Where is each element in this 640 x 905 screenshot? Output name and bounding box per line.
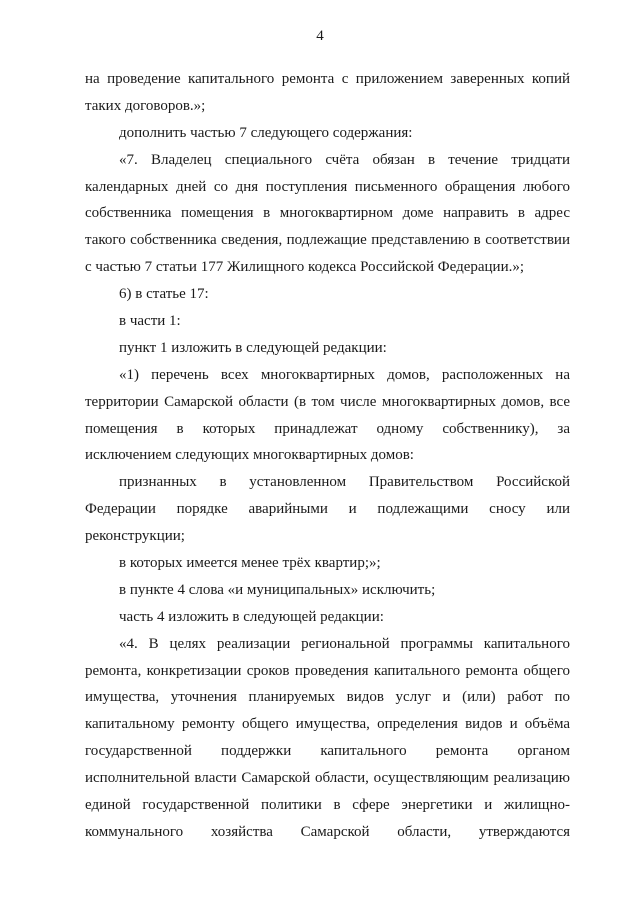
text-line: календарных дней со дня поступления письменного обращения любого (85, 178, 570, 195)
text-line: собственника помещения в многоквартирном доме направить в адрес (85, 205, 570, 222)
text-line: таких договоров.»; (85, 97, 206, 114)
text-line: коммунального хозяйства Самарской области, утверждаются (85, 823, 570, 840)
text-line: «1) перечень всех многоквартирных домов, расположенных на (119, 366, 570, 383)
text-line: «4. В целях реализации региональной программы капитального (119, 635, 570, 652)
text-line: государственной поддержки капитального ремонта органом (85, 743, 570, 760)
text-line: реконструкции; (85, 528, 185, 545)
text-line: исключением следующих многоквартирных домов: (85, 447, 414, 464)
text-line: капитальному ремонту общего имущества, определения видов и объёма (85, 716, 570, 733)
text-line: имущества, уточнения планируемых видов услуг и (или) работ по (85, 689, 570, 706)
text-line: с частью 7 статьи 177 Жилищного кодекса Российской Федерации.»; (85, 259, 525, 276)
page-body (85, 66, 570, 846)
text-line: в которых имеется менее трёх квартир;»; (119, 555, 381, 572)
text-line: 6) в статье 17: (119, 286, 209, 303)
text-line: Федерации порядке аварийными и подлежащими сносу или (85, 501, 570, 518)
text-line: территории Самарской области (в том числе многоквартирных домов, все (85, 393, 570, 410)
text-line: ремонта, конкретизации сроков проведения капитального ремонта общего (85, 662, 570, 679)
text-line: «7. Владелец специального счёта обязан в течение тридцати (119, 151, 570, 168)
text-line: помещения в которых принадлежат одному собственнику), за (85, 420, 570, 437)
page-number: 4 (316, 28, 324, 44)
text-line: такого собственника сведения, подлежащие представлению в соответствии (85, 232, 570, 249)
text-line: исполнительной власти Самарской области, осуществляющим реализацию (85, 770, 570, 787)
text-line: часть 4 изложить в следующей редакции: (119, 608, 384, 625)
text-line: в пункте 4 слова «и муниципальных» исключить; (119, 581, 436, 598)
text-line: признанных в установленном Правительством Российской (119, 474, 570, 491)
text-line: дополнить частью 7 следующего содержания: (119, 124, 413, 141)
text-line: в части 1: (119, 313, 181, 330)
text-line: единой государственной политики в сфере энергетики и жилищно- (85, 797, 570, 814)
text-line: на проведение капитального ремонта с приложением заверенных копий (85, 71, 570, 87)
text-line: пункт 1 изложить в следующей редакции: (119, 339, 387, 356)
